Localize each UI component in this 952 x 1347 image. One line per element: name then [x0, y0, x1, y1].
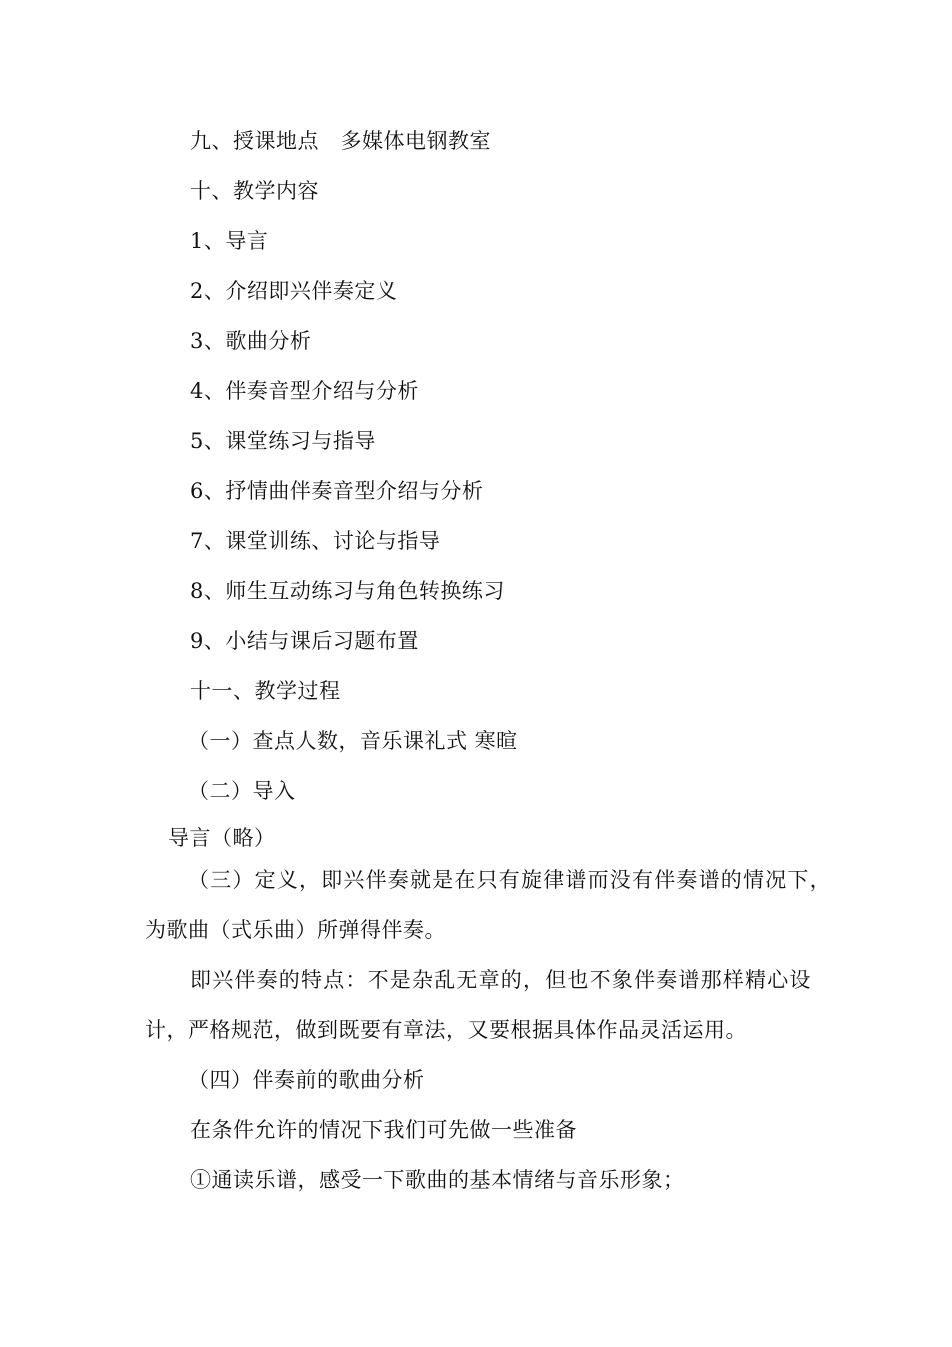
content-item-8: 8、师生互动练习与角色转换练习 [190, 579, 505, 603]
content-item-6: 6、抒情曲伴奏音型介绍与分析 [190, 479, 484, 503]
section-10-heading: 十、教学内容 [190, 179, 319, 203]
characteristics-paragraph: 即兴伴奏的特点：不是杂乱无章的，但也不象伴奏谱那样精心设 [190, 968, 812, 992]
content-item-1: 1、导言 [190, 229, 269, 253]
content-item-3: 3、歌曲分析 [190, 329, 312, 353]
content-item-9: 9、小结与课后习题布置 [190, 629, 419, 653]
content-item-4: 4、伴奏音型介绍与分析 [190, 379, 419, 403]
process-step-4: （四）伴奏前的歌曲分析 [188, 1068, 425, 1092]
process-step-3-definition: （三）定义，即兴伴奏就是在只有旋律谱而没有伴奏谱的情况下， [188, 868, 832, 892]
characteristics-continuation: 计，严格规范，做到既要有章法，又要根据具体作品灵活运用。 [145, 1018, 747, 1042]
preparation-item-1: ①通读乐谱，感受一下歌曲的基本情绪与音乐形象； [190, 1168, 685, 1192]
definition-continuation: 为歌曲（式乐曲）所弹得伴奏。 [145, 918, 446, 942]
content-item-2: 2、介绍即兴伴奏定义 [190, 279, 398, 303]
intro-note: 导言（略） [168, 826, 276, 850]
section-9-location: 九、授课地点 多媒体电钢教室 [190, 129, 491, 153]
preparation-intro: 在条件允许的情况下我们可先做一些准备 [190, 1118, 577, 1142]
content-item-7: 7、课堂训练、讨论与指导 [190, 529, 441, 553]
content-item-5: 5、课堂练习与指导 [190, 429, 376, 453]
process-step-1: （一）查点人数，音乐课礼式 寒暄 [188, 729, 518, 753]
section-11-heading: 十一、教学过程 [190, 679, 341, 703]
process-step-2: （二）导入 [188, 779, 296, 803]
